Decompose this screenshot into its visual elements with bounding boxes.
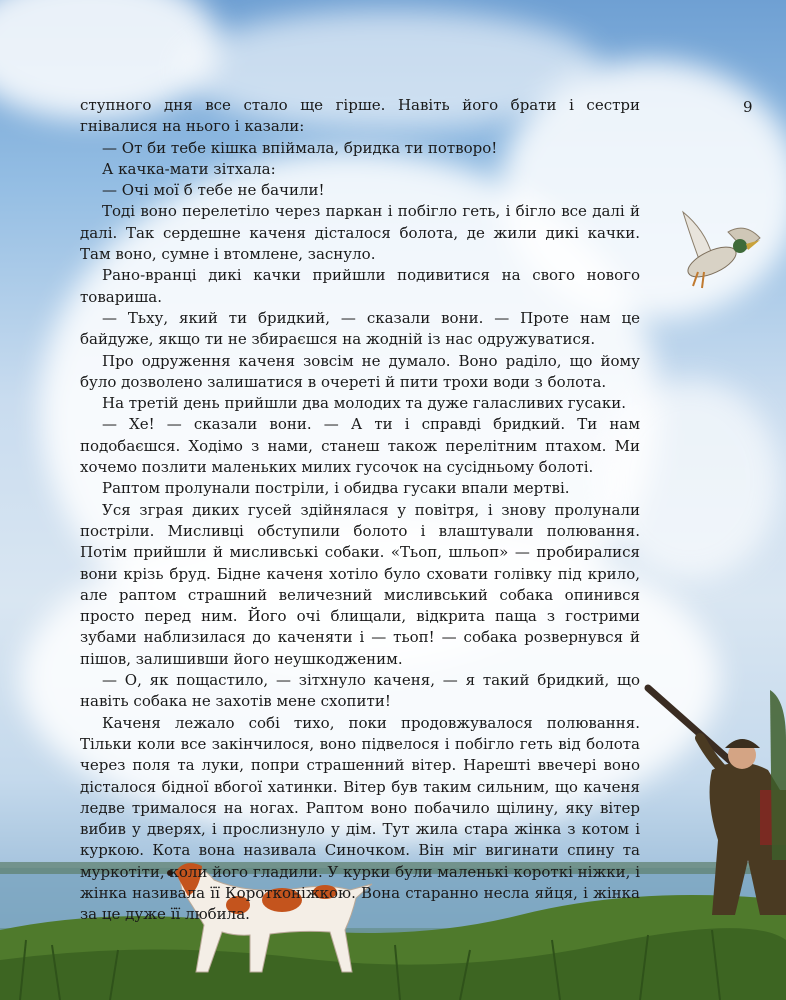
paragraph: — Очі мої б тебе не бачили! [102,181,325,200]
rifle [648,688,735,765]
paragraph: — От би тебе кішка впіймала, бридка ти потворо! [102,138,498,157]
paragraph: — О, як пощастило, — зітхнуло каченя, — я такий бридкий, що навіть собака не захотів мене схопити! [80,671,640,711]
story-text [80,95,640,926]
paragraph: Про одруження каченя зовсім не думало. Воно раділо, що йому було дозволено залишатися в очереті й пити трохи води з болота. [80,351,640,391]
paragraph: На третій день прийшли два молодих та дуже галасливих гусаки. [102,394,626,413]
paragraph: А качка-мати зітхала: [102,159,276,178]
paragraph: Каченя лежало собі тихо, поки продовжувалося полювання. Тільки коли все закінчилося, воно підвелося і побігло геть від болота через поля та луки, попри страшенний вітер. Нарешті ввечері воно дісталося бідної вбогої хатинки. Вітер був таким сильним, що каченя ледве трималося на ногах. Раптом воно побачило щілину, яку вітер вибив у дверях, і прослизнуло у дім. Тут жила стара жінка з котом і куркою. Кота вона називала Синочком. Він міг вигинати спину та муркотіти, коли його гладили. У курки були маленькі короткі ніжки, і жінка називала її Коротконіжкою. Вона старанно несла яйця, і жінка за це дуже її любила. [80,713,640,924]
flying-duck [683,212,760,288]
paragraph: Рано-вранці дикі качки прийшли подивитися на свого нового товариша. [80,266,640,306]
paragraph: — Тьху, який ти бридкий, — сказали вони. — Проте нам це байдуже, якщо ти не збираєшся на жодній із нас одружуватися. [80,308,640,349]
paragraph: Тоді воно перелетіло через паркан і побігло геть, і бігло все далі й далі. Так сердешне каченя дісталося болота, де жили дикі качки. Там воно, сумне і втомлене, заснуло. [80,202,640,264]
hunter-hat [725,739,760,748]
tree [770,690,786,860]
page-number: 9 [743,98,753,116]
paragraph: Раптом пролунали постріли, і обидва гусаки впали мертві. [102,479,570,498]
paragraph: Уся зграя диких гусей здійнялася у повітря, і знову пролунали постріли. Мисливці обступили болото і влаштували полювання. Потім прийшли й мисливські собаки. «Тьоп, шльоп» — пробиралися вони крізь бруд. Бідне каченя хотіло було сховати голівку під крило, але раптом страшний величезний мисливський собака опинився просто перед ним. Його очі блищали, відкрита паща з гострими зубами наблизилася до каченяти і — тьоп! — собака розвернувся й пішов, залишивши його неушкодженим. [80,500,640,668]
paragraph: ступного дня все стало ще гірше. Навіть його брати і сестри гнівалися на нього і казали: [80,96,640,136]
paragraph: — Хе! — сказали вони. — А ти і справді бридкий. Ти нам подобаєшся. Ходімо з нами, станеш також перелітним птахом. Ми хочемо позлити маленьких милих гусочок на сусідньому болоті. [80,415,640,477]
